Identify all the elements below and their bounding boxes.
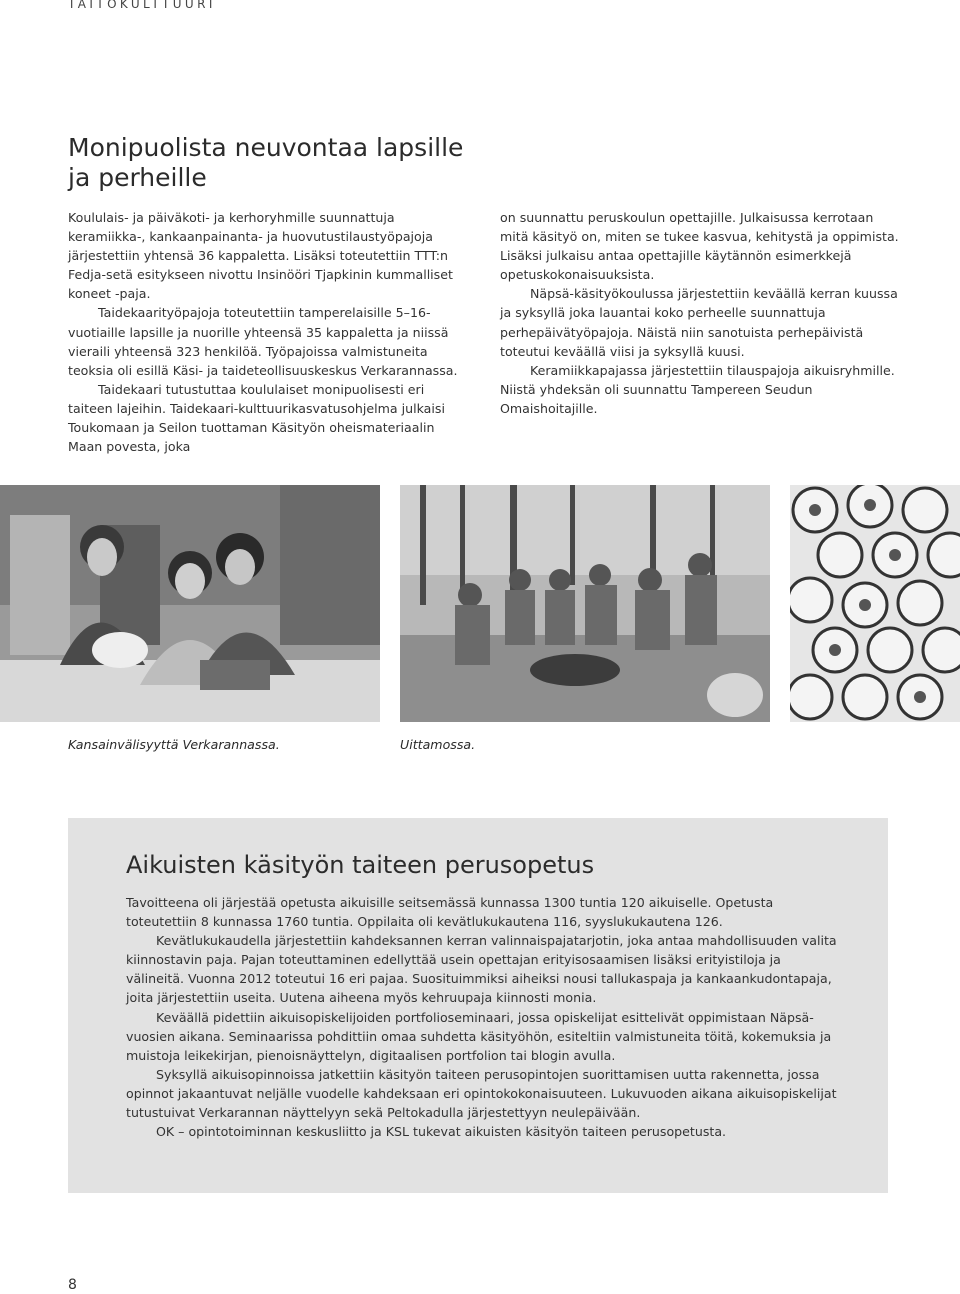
- article-title-line-2: ja perheille: [68, 163, 207, 192]
- paragraph: Taidekaarityöpajoja toteutettiin tamperelaisille 5–16-vuotiaille lapsille ja nuorille yhteensä 35 kappaletta ja niissä vieraili yhteensä 323 henkilöä. Työpajoissa valmistuneita teoksia oli esillä Käsi- ja taideteollisuuskeskus Verkarannassa.: [68, 305, 458, 378]
- info-box: [68, 818, 888, 1193]
- article-title-line-1: Monipuolista neuvontaa lapsille: [68, 133, 464, 162]
- paragraph: Näpsä-käsityökoulussa järjestettiin keväällä kerran kuussa ja syksyllä joka lauantai koko perheelle suunnattuja perhepäivätyöpajoja. Näistä niin sanotuista perhepäivistä toteutui keväällä viisi ja syksyllä kuusi.: [500, 286, 898, 359]
- paragraph: Syksyllä aikuisopinnoissa jatkettiin käsityön taiteen perusopintojen suorittamisen uutta rakennetta, jossa opinnot jakaantuvat neljälle vuodelle kahdeksaan eri opintokokonaisuuteen. Lukuvuoden aikana aikuisopiskelijat tutustuivat Verkarannan näyttelyyn sekä Peltokadulla järjestettyyn neulepäivään.: [126, 1066, 837, 1121]
- paragraph: Keväällä pidettiin aikuisopiskelijoiden portfolioseminaari, jossa opiskelijat esittelivät oppimistaan Näpsä-vuosien aikana. Seminaarissa pohdittiin omaa suhdetta käsityöhön, esiteltiin valmistuneita töitä, kokemuksia ja muistoja leikekirjan, pienoisnäyttelyn, digitaalisen portfolion tai blogin avulla.: [126, 1009, 832, 1063]
- photo-caption: Uittamossa.: [400, 737, 476, 752]
- page-number: 8: [68, 1277, 77, 1293]
- paragraph: Kevätlukukaudella järjestettiin kahdeksannen kerran valinnaispajatarjotin, joka antaa mahdollisuuden valita kiinnostavin paja. Pajan toteuttaminen edellyttää usein opettajan erityisosaamisen lisäksi erityistiloja ja välineitä. Vuonna 2012 toteutui 16 eri pajaa. Suosituimmiksi aiheiksi nousi tallukaspaja ja kankaankudontapaja, joita järjestettiin useita. Uutena aiheena myös kehruupaja kiinnosti monia.: [126, 933, 837, 1006]
- section-header: TAITOKULTTUURI: [68, 0, 216, 11]
- paragraph: OK – opintotoiminnan keskusliitto ja KSL tukevat aikuisten käsityön taiteen perusopetusta.: [156, 1124, 727, 1140]
- photo-caption: Kansainvälisyyttä Verkarannassa.: [68, 737, 280, 752]
- paragraph: Keramiikkapajassa järjestettiin tilauspajoja aikuisryhmille. Niistä yhdeksän oli suunnattu Tampereen Seudun Omaishoitajille.: [500, 362, 895, 416]
- box-title: Aikuisten käsityön taiteen perusopetus: [126, 851, 595, 879]
- photo-embroidered-felt: [790, 485, 960, 722]
- photo-women-workshop: [0, 485, 380, 722]
- box-body: [126, 893, 841, 1141]
- left-text-column: [68, 208, 468, 456]
- paragraph: on suunnattu peruskoulun opettajille. Julkaisussa kerrotaan mitä käsityö on, miten se tukee kasvua, kehitystä ja oppimista. Lisäksi julkaisu antaa opettajille käytännön esimerkkejä opetuskokonaisuuksista.: [500, 210, 899, 283]
- paragraph: Taidekaari tutustuttaa koululaiset monipuolisesti eri taiteen lajeihin. Taidekaari-kulttuurikasvatusohjelma julkaisi Toukomaan ja Seilon tuottaman Käsityön oheismateriaalin Maan povesta, joka: [68, 381, 445, 455]
- paragraph: Tavoitteena oli järjestää opetusta aikuisille seitsemässä kunnassa 1300 tuntia 120 aikuiselle. Opetusta toteutettiin 8 kunnassa 1760 tuntia. Oppilaita oli kevätlukukautena 116, syyslukukautena 126.: [126, 895, 774, 930]
- right-text-column: [500, 208, 900, 418]
- paragraph: Koululais- ja päiväkoti- ja kerhoryhmille suunnattuja keramiikka-, kankaanpainanta- ja huovutustilaustyöpajoja järjestettiin yhtensä 36 kappaletta. Lisäksi toteutettiin TTT:n Fedja-setä esitykseen nivottu Insinööri Tjapkinin kummalliset koneet -paja.: [68, 210, 453, 302]
- photo-forest-campfire: [400, 485, 770, 722]
- article-title: [68, 133, 468, 193]
